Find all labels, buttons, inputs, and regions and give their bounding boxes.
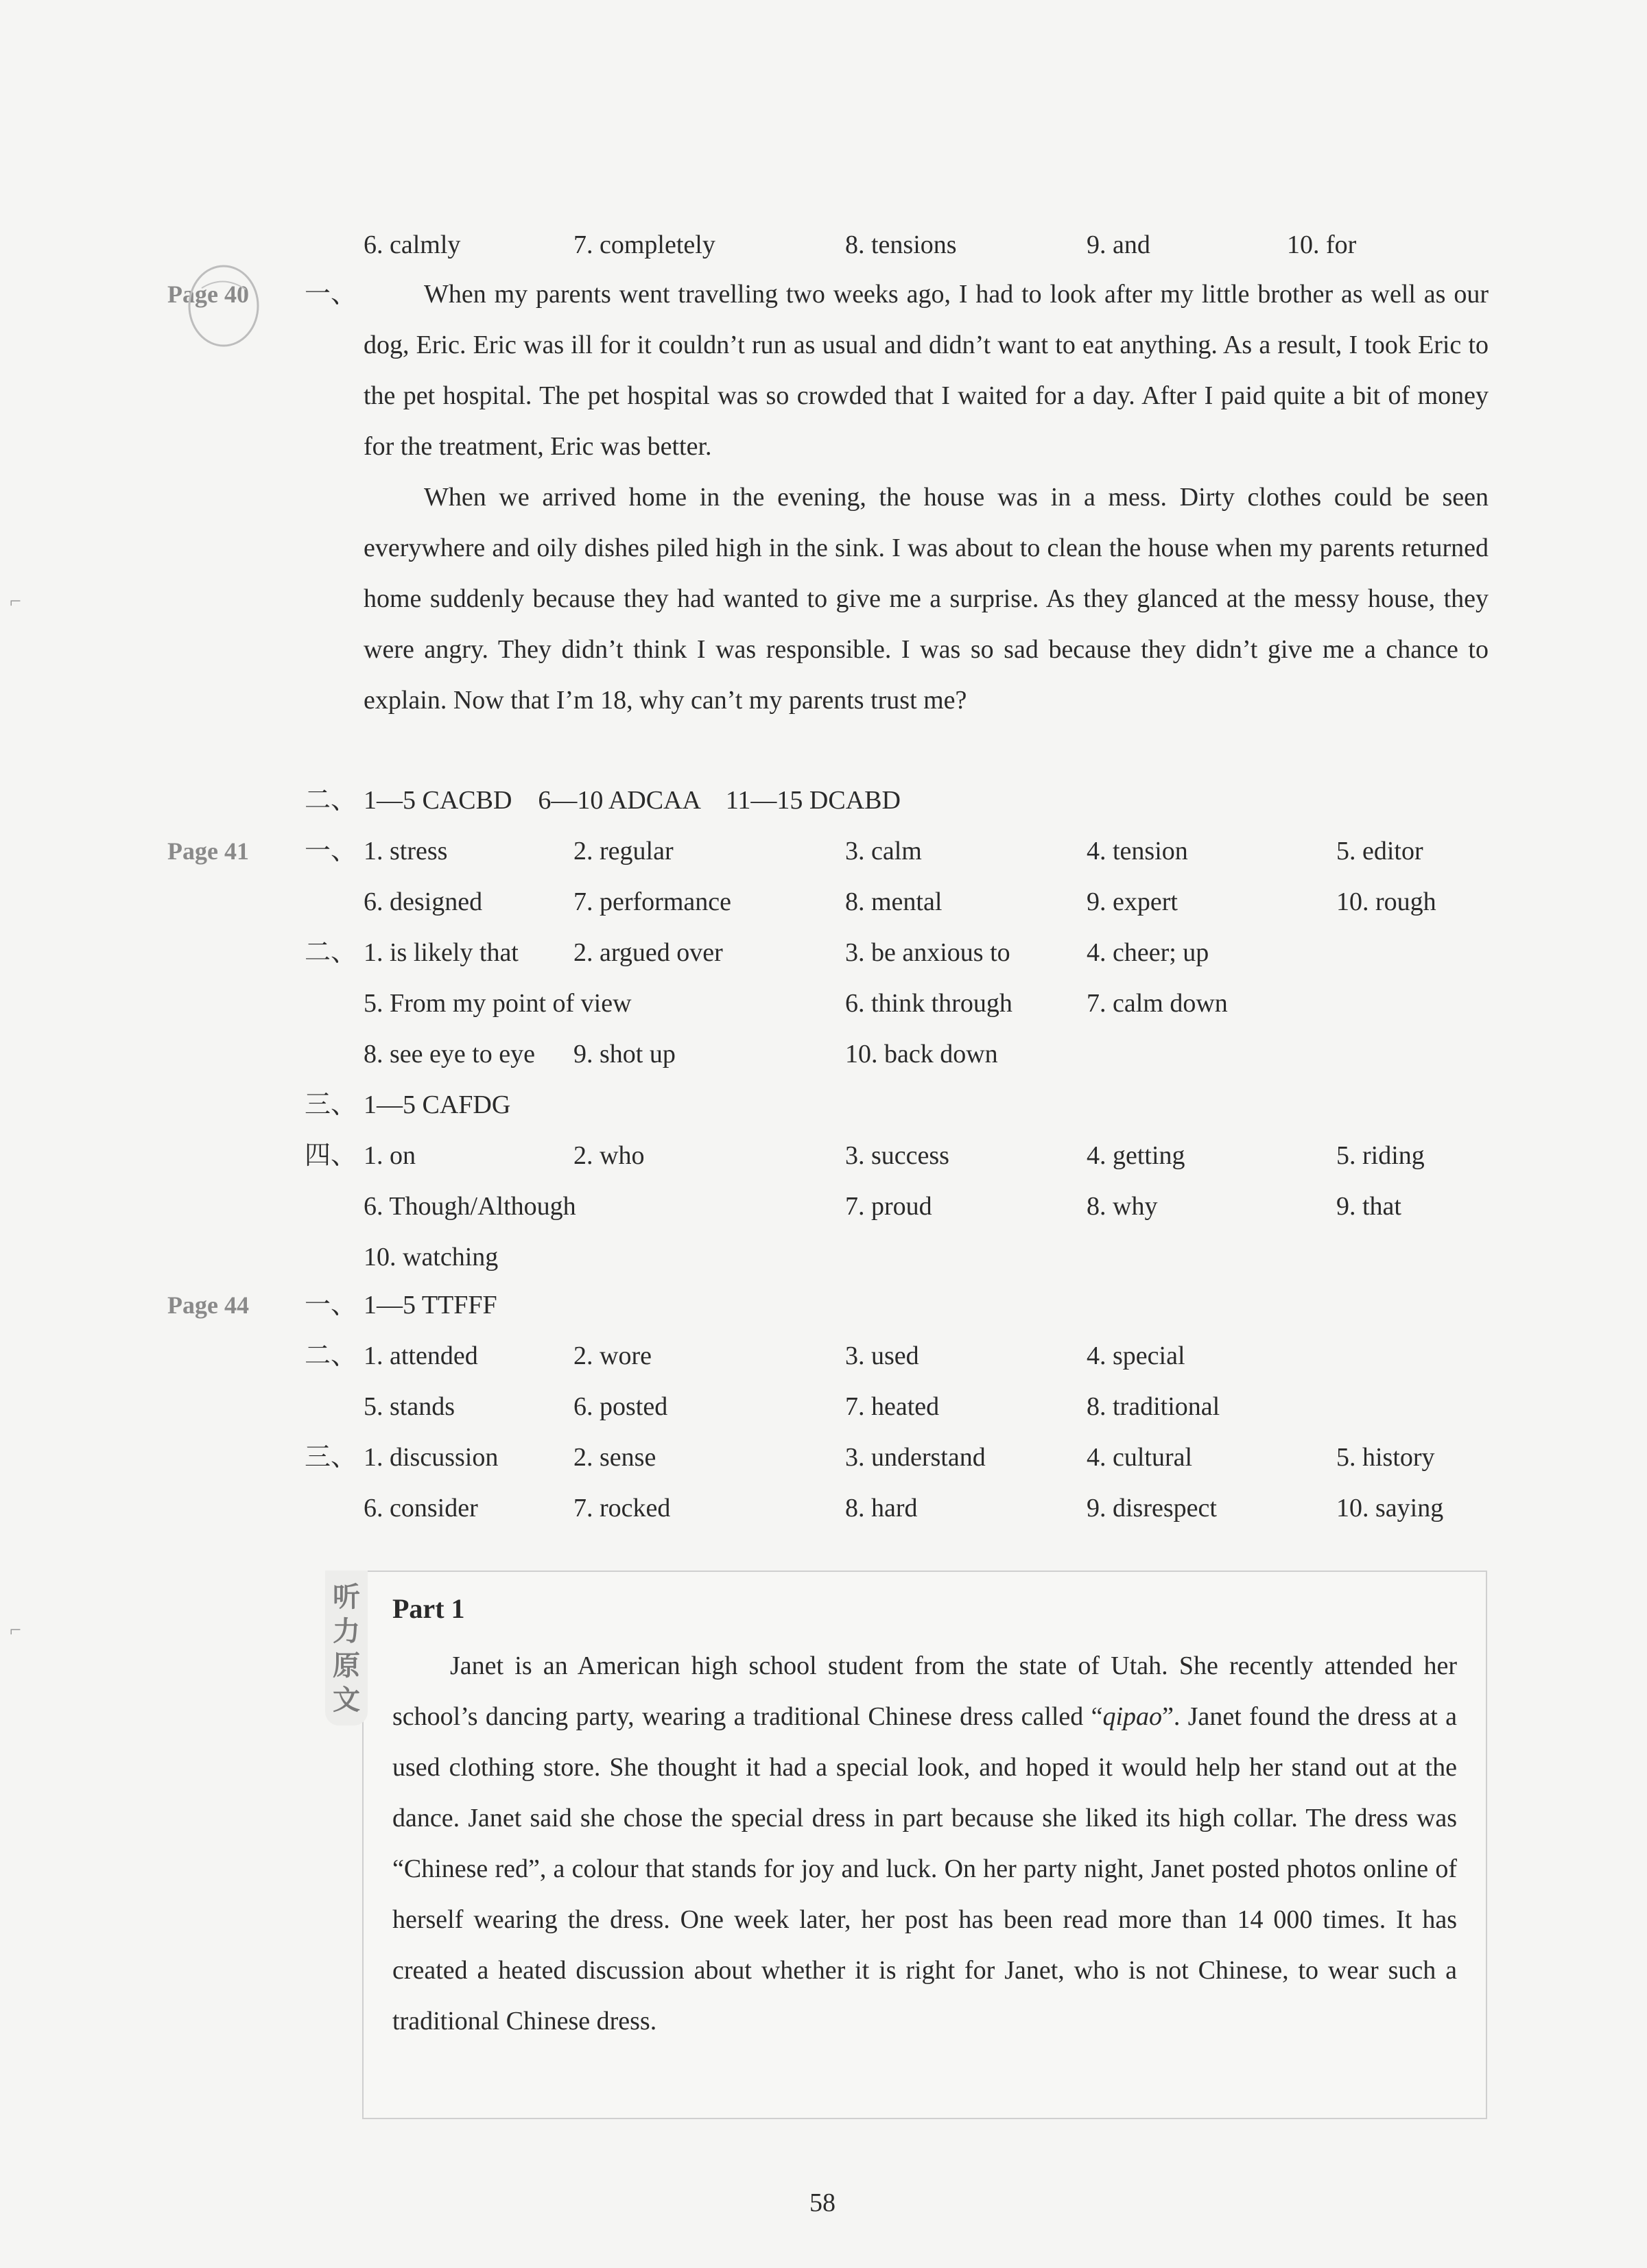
answer-item: 4. cheer; up (1087, 938, 1209, 967)
answer-item: 10. rough (1336, 887, 1436, 916)
page-label-41: Page 41 (167, 837, 249, 865)
section-marker: 二、 (305, 938, 357, 967)
answer-item: 1. is likely that (364, 938, 519, 967)
answer-item: 8. tensions (845, 230, 957, 259)
answer-item: 2. argued over (573, 938, 723, 967)
answer-item: 9. disrespect (1087, 1494, 1217, 1523)
answer-item: 7. calm down (1087, 989, 1228, 1018)
answer-item: 2. wore (573, 1341, 652, 1370)
essay-paragraph-2: When we arrived home in the evening, the house was in a mess. Dirty clothes could be seen everywhere and oily dishes piled high in the sink. I was about to clean the house when my parents returned home suddenly because they had wanted to give me a surprise. As they glanced at the messy house, they were angry. They didn’t think I was responsible. I was so sad because they didn’t give me a chance to explain. Now that I’m 18, why can’t my parents trust me? (364, 483, 1489, 715)
answer-item: 6. designed (364, 887, 483, 916)
margin-mark: ⌐ (10, 590, 21, 612)
answer-item: 8. why (1087, 1192, 1158, 1221)
answer-item: 7. heated (845, 1392, 940, 1421)
answer-item: 5. editor (1336, 837, 1423, 866)
answer-item: 4. tension (1087, 837, 1188, 866)
answer-line: 1—5 CACBD 6—10 ADCAA 11—15 DCABD (364, 786, 901, 815)
answer-item: 6. consider (364, 1494, 478, 1523)
answer-item: 5. history (1336, 1443, 1435, 1472)
answer-item: 9. expert (1087, 887, 1178, 916)
page-number: 58 (809, 2188, 836, 2217)
answer-item: 10. watching (364, 1243, 499, 1272)
answer-item: 10. back down (845, 1040, 998, 1069)
answer-item: 8. see eye to eye (364, 1040, 536, 1069)
answer-item: 9. that (1336, 1192, 1401, 1221)
answer-item: 9. and (1087, 230, 1150, 259)
answer-line: 1—5 CAFDG (364, 1090, 511, 1119)
answer-item: 5. From my point of view (364, 989, 632, 1018)
margin-mark: ⌐ (10, 1619, 21, 1641)
page-label-40: Page 40 (167, 280, 249, 308)
answer-item: 4. special (1087, 1341, 1185, 1370)
listening-tab-label: 听力原文 (333, 1581, 360, 1716)
section-marker: 二、 (305, 786, 357, 815)
answer-item: 5. riding (1336, 1141, 1425, 1170)
answer-item: 3. be anxious to (845, 938, 1010, 967)
essay-paragraph-1: When my parents went travelling two weeks ago, I had to look after my little brother as well as our dog, Eric. Eric was ill for it couldn’t run as usual and didn’t want to eat anything. As a result, I took Eric to the pet hospital. The pet hospital was so crowded that I waited for a day. After I paid quite a bit of money for the treatment, Eric was better. (364, 280, 1489, 461)
answer-item: 10. for (1287, 230, 1357, 259)
section-marker: 四、 (305, 1141, 357, 1170)
answer-item: 2. who (573, 1141, 645, 1170)
answer-item: 3. used (845, 1341, 919, 1370)
answer-item: 6. Though/Although (364, 1192, 576, 1221)
stamp-decoration-icon (182, 261, 265, 357)
section-marker: 一、 (305, 280, 357, 309)
answer-item: 3. understand (845, 1443, 986, 1472)
answer-item: 6. calmly (364, 230, 461, 259)
answer-item: 3. calm (845, 837, 922, 866)
answer-item: 1. discussion (364, 1443, 499, 1472)
section-marker: 三、 (305, 1443, 357, 1472)
answer-line: 1—5 TTFFF (364, 1291, 497, 1320)
answer-item: 7. rocked (573, 1494, 671, 1523)
answer-item: 4. cultural (1087, 1443, 1193, 1472)
answer-item: 1. stress (364, 837, 448, 866)
answer-item: 8. mental (845, 887, 943, 916)
answer-item: 7. proud (845, 1192, 932, 1221)
answer-item: 1. attended (364, 1341, 478, 1370)
section-marker: 二、 (305, 1341, 357, 1370)
answer-item: 5. stands (364, 1392, 455, 1421)
answer-item: 4. getting (1087, 1141, 1185, 1170)
answer-item: 9. shot up (573, 1040, 676, 1069)
listening-paragraph: Janet is an American high school student from the state of Utah. She recently attended her school’s dancing party, wearing a traditional Chinese dress called “qipao”. Janet found the dress at a used clothing store. She thought it had a special look, and hoped it would help her stand out at the dance. Janet said she chose the special dress in part because she liked its high collar. The dress was “Chinese red”, a colour that stands for joy and luck. On her party night, Janet posted photos online of herself wearing the dress. One week later, her post has been read more than 14 000 times. It has created a heated discussion about whether it is right for Janet, who is not Chinese, to wear such a traditional Chinese dress. (392, 1651, 1457, 2036)
answer-item: 2. sense (573, 1443, 656, 1472)
answer-item: 8. traditional (1087, 1392, 1220, 1421)
answer-item: 1. on (364, 1141, 416, 1170)
answer-item: 8. hard (845, 1494, 918, 1523)
answer-item: 6. posted (573, 1392, 668, 1421)
answer-item: 6. think through (845, 989, 1012, 1018)
section-marker: 一、 (305, 1291, 357, 1320)
page-label-44: Page 44 (167, 1291, 249, 1319)
section-marker: 三、 (305, 1090, 357, 1119)
section-marker: 一、 (305, 837, 357, 866)
answer-item: 10. saying (1336, 1494, 1444, 1523)
answer-item: 3. success (845, 1141, 949, 1170)
answer-item: 2. regular (573, 837, 674, 866)
answer-item: 7. completely (573, 230, 715, 259)
answer-item: 7. performance (573, 887, 731, 916)
part-title: Part 1 (392, 1593, 465, 1624)
